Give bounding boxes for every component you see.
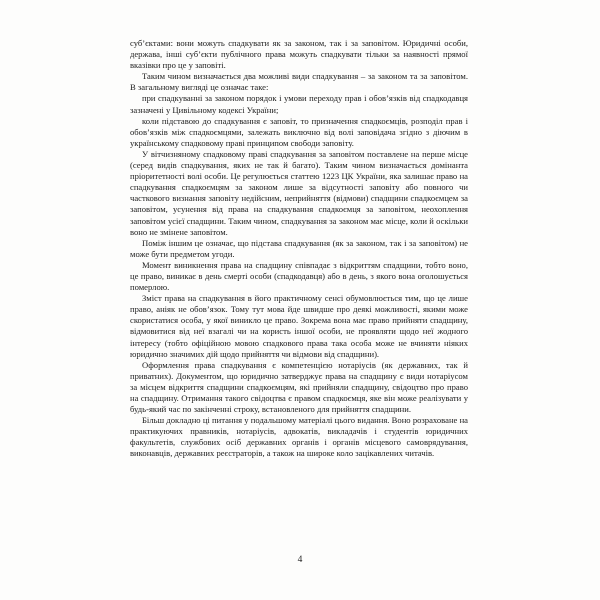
paragraph: суб’єктами: вони можуть спадкувати як за законом, так і за заповітом. Юридичні особи, держава, інші суб’єкти публічного права можуть спадкувати тільки за наявності прямої вказівки про це у заповіті. (130, 38, 468, 71)
paragraph: Момент виникнення права на спадщину співпадає з відкриттям спадщини, тобто воно, це право, виникає в день смерті особи (спадкодавця) або в день, з якого вона оголошується померлою. (130, 259, 468, 293)
page-number: 4 (297, 555, 303, 565)
paragraph: при спадкуванні за законом порядок і умови переходу прав і обов’язків від спадкодавця зазначені у Цивільному кодексі України; (130, 93, 468, 115)
paragraph: Оформлення права спадкування є компетенцією нотаріусів (як державних, так й приватних). Документом, що юридично затверджує права на спадщину є види нотаріусом за місцем відкриття спадщини спадкоємцям, які прийняли спадщину, свідоцтво про право на спадщину. Отримання такого свідоцтва є правом спадкоємця, яке він може реалізувати у будь-який час по закінченні строку, встановленого для прийняття спадщини. (130, 359, 468, 415)
paragraph: Таким чином визначається два можливі види спадкування – за законом та за заповітом. В загальному вигляді це означає таке: (130, 71, 468, 93)
paragraph: Поміж іншим це означає, що підстава спадкування (як за законом, так і за заповітом) не може бути предметом угоди. (130, 237, 468, 259)
paragraph: У вітчизняному спадковому праві спадкування за заповітом поставлене на перше місце (серед видів спадкування, яких не так й багато). Таким чином визначається домінанта пріоритетності волі особи. Це регулюється статтею 1223 ЦК України, яка залишає право на спадкування спадкоємцям за законом лише за відсутності заповіту або повного чи часткового визнання заповіту недійсним, неприйняття (відмови) спадщини спадкоємцем за заповітом, усунення від права на спадкування спадкоємця за заповітом, неохоплення заповітом усієї спадщини. Таким чином, спадкування за законом має місце, коли й оскільки воно не змінене заповітом. (130, 148, 468, 237)
paragraph: Більш докладно ці питання у подальшому матеріалі цього видання. Воно розраховане на практикуючих правників, нотаріусів, адвокатів, викладачів і студентів юридичних факультетів, службових осіб державних органів і органів місцевого самоврядування, виконавців, державних реєстраторів, а також на широке коло зацікавлених читачів. (130, 415, 468, 459)
paragraph: коли підставою до спадкування є заповіт, то призначення спадкоємців, розподіл прав і обов’язків між спадкоємцями, залежать виключно від волі заповідача згідно з діючим в українському спадковому праві принципом свободи заповіту. (130, 115, 468, 148)
page-body-text (130, 38, 468, 460)
paragraph: Зміст права на спадкування в його практичному сенсі обумовлюється тим, що це лише право, аніяк не обов’язок. Тому тут мова йде швидше про деякі можливості, якими може скористатися особа, у якої виникло це право. Зокрема вона має право прийняти спадщину, відмовитися від неї взагалі чи на користь іншої особи, не проявляти щодо неї жодного інтересу (тобто офіційною мовою спадкового права така особа може не вчиняти ніяких юридично значимих дій щодо прийняття чи відмови від спадщини). (130, 293, 468, 359)
